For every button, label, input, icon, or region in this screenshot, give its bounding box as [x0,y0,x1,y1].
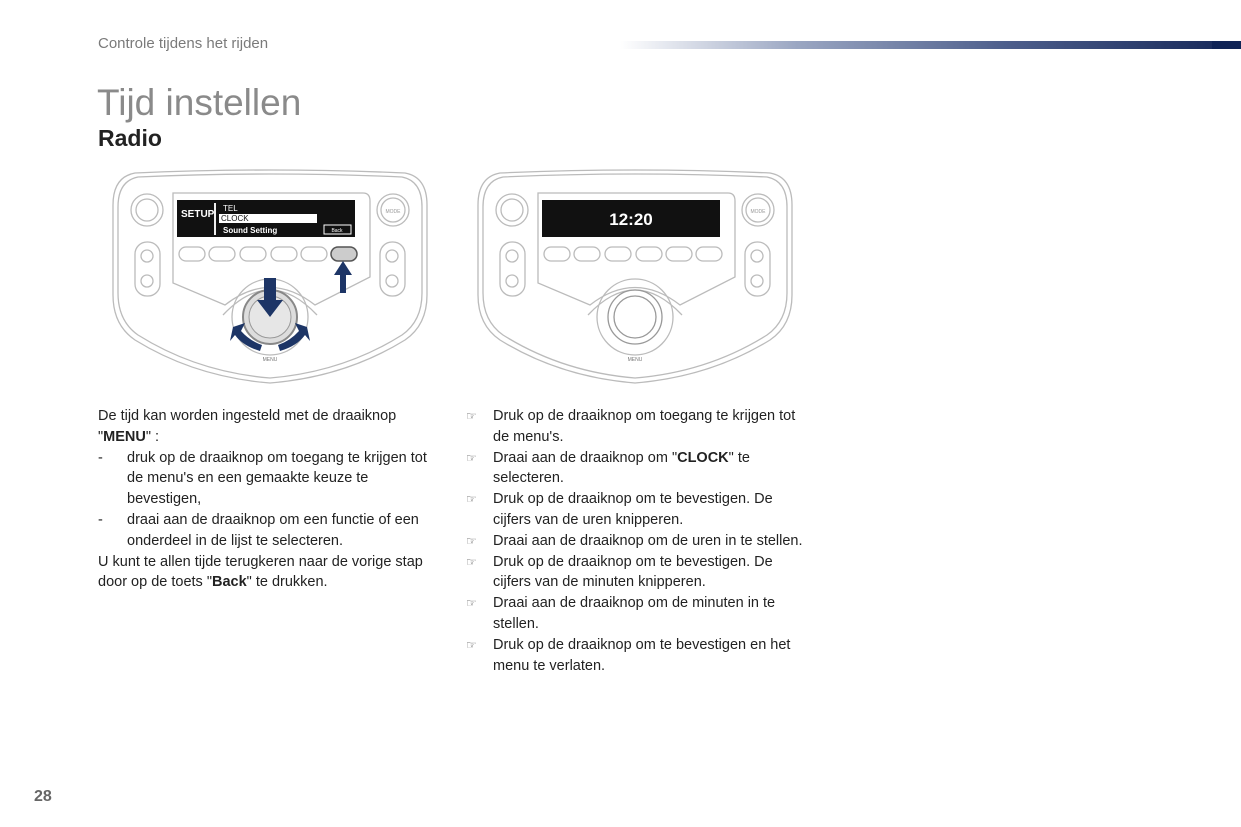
step-text: Druk op de draaiknop om toegang te krijgen tot de menu's. [493,408,796,445]
pointing-hand-icon: ☞ [466,450,477,465]
pointing-hand-icon: ☞ [466,637,477,652]
list-item [98,448,443,510]
step-item [466,552,806,594]
step-text-b: " te selecteren. [493,449,750,487]
dash-marker: - [98,449,103,466]
step-text: Draai aan de draaiknop om de minuten in te stellen. [493,595,776,632]
mode-button-label: MODE [385,209,401,215]
mode-button-label: MODE [750,209,766,215]
back-keyword: Back [211,574,247,591]
outro-paragraph [98,552,443,594]
pointing-hand-icon: ☞ [466,492,477,507]
back-button [331,247,357,261]
intro-paragraph [98,406,443,448]
step-text-a: Draai aan de draaiknop om " [493,449,678,466]
menu-keyword: MENU [103,428,146,445]
screen-menu-item: Sound Setting [223,226,278,235]
step-text: Druk op de draaiknop om te bevestigen en het menu te verlaten. [493,636,791,674]
quote: " [98,428,104,445]
screen-setup-label: SETUP [181,209,215,220]
dash-marker: - [98,511,103,528]
intro-text [98,406,443,593]
page-number: 28 [34,788,52,805]
radio-illustration-setup [105,165,435,390]
clock-keyword: CLOCK [677,449,729,466]
header-bar [620,41,1212,49]
intro-text-a: De tijd kan worden ingesteld met de draaiknop [98,408,397,424]
step-item [466,489,806,531]
step-item [466,448,806,490]
step-item [466,593,806,635]
step-text: Druk op de draaiknop om te bevestigen. De cijfers van de minuten knipperen. [493,553,773,591]
screen-menu-item-selected: CLOCK [221,214,249,223]
clock-display: 12:20 [609,210,653,229]
screen-back-label: Back [331,228,343,234]
section-header: Controle tijdens het rijden [98,35,269,52]
pointing-hand-icon: ☞ [466,533,477,548]
list-item-text: draai aan de draaiknop om een functie of een onderdeel in de lijst te selecteren. [127,511,419,549]
step-item [466,406,806,448]
page-subtitle: Radio [98,125,162,151]
outro-text-a: U kunt te allen tijde terugkeren naar de vorige stap door op de toets " [98,553,423,591]
page-title: Tijd instellen [97,82,302,123]
steps-list [466,406,806,676]
menu-knob-label: MENU [262,357,278,363]
quote: " : [145,428,160,445]
step-item [466,635,806,677]
radio-illustration-clock [470,165,800,390]
outro-text-b: " te drukken. [246,574,328,591]
pointing-hand-icon: ☞ [466,596,477,611]
step-text: Draai aan de draaiknop om de uren in te stellen. [493,532,803,549]
menu-knob-label: MENU [627,357,643,363]
pointing-hand-icon: ☞ [466,554,477,569]
pointing-hand-icon: ☞ [466,409,477,423]
step-text [493,448,806,490]
step-item [466,531,806,552]
header-bar-end [1212,41,1241,49]
list-item [98,510,443,552]
screen-menu-item: TEL [223,204,238,213]
step-text: Druk op de draaiknop om te bevestigen. De cijfers van de uren knipperen. [493,491,773,528]
list-item-text: druk op de draaiknop om toegang te krijgen tot de menu's en een gemaakte keuze te bevestigen, [127,449,427,508]
